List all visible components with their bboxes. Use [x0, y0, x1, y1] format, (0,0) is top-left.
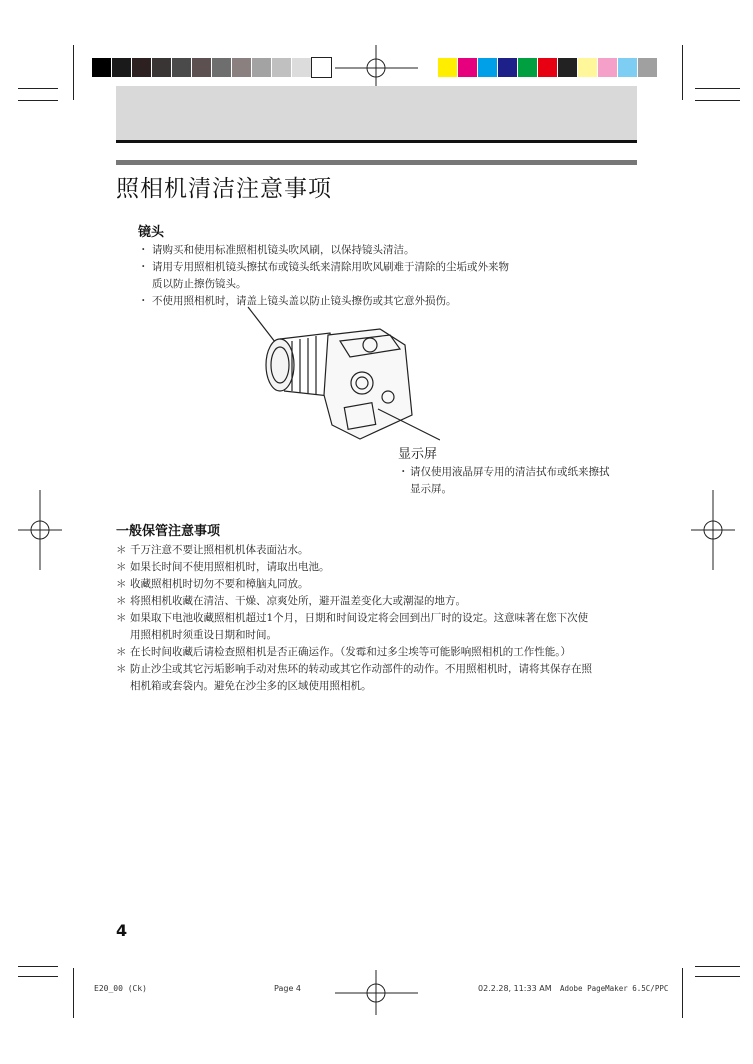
text-line: 质以防止擦伤镜头。 [152, 278, 247, 290]
display-list [398, 464, 648, 498]
color-swatch [638, 58, 657, 77]
color-swatch [598, 58, 617, 77]
storage-list [116, 542, 641, 695]
gray-swatch [172, 58, 191, 77]
lens-list [138, 242, 608, 310]
gray-swatch [252, 58, 271, 77]
text-line: 请仅使用液晶屏专用的清洁拭布或纸来擦拭 [410, 466, 610, 478]
lens-section [138, 221, 608, 310]
bullet-marker: ・ [138, 261, 149, 273]
storage-heading: 一般保管注意事项 [116, 524, 221, 539]
footer-page-label: Page 4 [274, 984, 301, 993]
list-item [116, 610, 641, 644]
list-item-text [130, 576, 309, 593]
list-item-text [130, 661, 592, 695]
gray-swatch [132, 58, 151, 77]
page-title: 照相机清洁注意事项 [116, 176, 332, 202]
list-item [116, 593, 641, 610]
bullet-marker: ・ [138, 295, 149, 307]
page-number: 4 [116, 921, 128, 940]
bullet-marker: ＊ [116, 663, 127, 675]
color-swatch [478, 58, 497, 77]
list-item-text [130, 644, 571, 661]
bullet-marker: ＊ [116, 578, 127, 590]
list-item-text [410, 464, 610, 498]
list-item [398, 464, 648, 498]
text-line: 收藏照相机时切勿不要和樟脑丸同放。 [130, 578, 309, 590]
gray-swatch [112, 58, 131, 77]
list-item [116, 559, 641, 576]
color-swatch [558, 58, 577, 77]
gray-swatch [212, 58, 231, 77]
list-item-text [130, 610, 588, 644]
bullet-marker: ＊ [116, 646, 127, 658]
list-item [116, 644, 641, 661]
color-swatch [458, 58, 477, 77]
text-line: 将照相机收藏在清洁、干燥、凉爽处所，避开温差变化大或潮湿的地方。 [130, 595, 466, 607]
bullet-marker: ・ [138, 244, 149, 256]
footer-datetime: 02.2.28, 11:33 AM [478, 984, 552, 993]
text-line: 不使用照相机时，请盖上镜头盖以防止镜头擦伤或其它意外损伤。 [152, 295, 457, 307]
display-section [398, 443, 648, 498]
list-item [116, 661, 641, 695]
gray-swatch [192, 58, 211, 77]
color-swatch [538, 58, 557, 77]
color-swatch [518, 58, 537, 77]
list-item-text [130, 542, 309, 559]
text-line: 如果长时间不使用照相机时，请取出电池。 [130, 561, 330, 573]
bullet-marker: ＊ [116, 544, 127, 556]
text-line: 显示屏。 [410, 483, 452, 495]
list-item-text [130, 559, 330, 576]
color-swatch [498, 58, 517, 77]
list-item [138, 242, 608, 259]
list-item [116, 576, 641, 593]
bullet-marker: ＊ [116, 595, 127, 607]
lens-heading: 镜头 [138, 225, 165, 240]
list-item-text [152, 242, 415, 259]
list-item [138, 259, 608, 293]
color-swatch [438, 58, 457, 77]
gray-swatch [232, 58, 251, 77]
bullet-marker: ＊ [116, 612, 127, 624]
text-line: 相机箱或套袋内。避免在沙尘多的区域使用照相机。 [130, 680, 372, 692]
text-line: 请购买和使用标准照相机镜头吹风刷，以保持镜头清洁。 [152, 244, 415, 256]
list-item [116, 542, 641, 559]
gray-swatch [92, 58, 111, 77]
text-line: 用照相机时须重设日期和时间。 [130, 629, 277, 641]
color-swatch [618, 58, 637, 77]
gray-swatch [292, 58, 311, 77]
text-line: 如果取下电池收藏照相机超过1个月，日期和时间设定将会回到出厂时的设定。这意味著在您下次使 [130, 612, 589, 624]
storage-section [116, 520, 641, 695]
camera-illustration [240, 305, 440, 445]
gray-swatch [312, 58, 331, 77]
gray-swatch [152, 58, 171, 77]
bullet-marker: ＊ [116, 561, 127, 573]
list-item-text [152, 259, 509, 293]
display-heading: 显示屏 [398, 447, 438, 462]
text-line: 在长时间收藏后请检查照相机是否正确运作。（发霉和过多尘埃等可能影响照相机的工作性能。） [130, 646, 571, 658]
list-item-text [130, 593, 466, 610]
footer-file-code: E20_00 (Ck) [94, 984, 147, 993]
header-banner [116, 86, 637, 143]
title-rule [116, 160, 637, 165]
bullet-marker: ・ [398, 466, 409, 478]
footer-software: Adobe PageMaker 6.5C/PPC [560, 984, 669, 993]
text-line: 千万注意不要让照相机机体表面沾水。 [130, 544, 309, 556]
text-line: 请用专用照相机镜头擦拭布或镜头纸来清除用吹风刷难于清除的尘垢或外来物 [152, 261, 509, 273]
gray-swatch [272, 58, 291, 77]
text-line: 防止沙尘或其它污垢影响手动对焦环的转动或其它作动部件的动作。不用照相机时，请将其保存在照 [130, 663, 592, 675]
color-swatch [578, 58, 597, 77]
